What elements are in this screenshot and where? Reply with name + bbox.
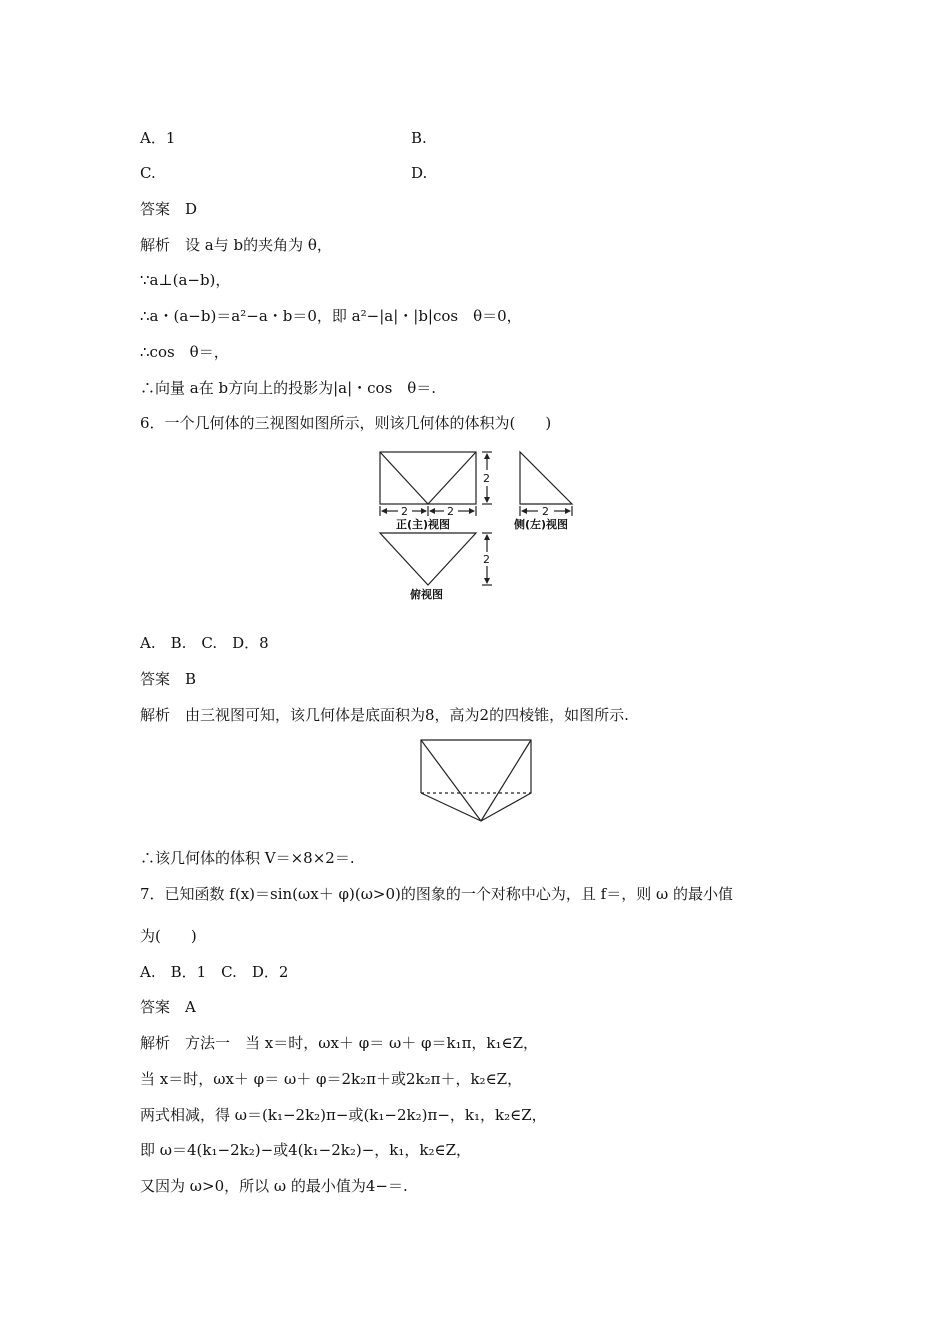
q5-option-b: B. bbox=[411, 129, 427, 147]
q5-option-c: C. bbox=[140, 164, 156, 182]
three-view-figure bbox=[370, 448, 590, 606]
q7-options: A. B．1 C. D．2 bbox=[140, 963, 289, 981]
q7-solution-2: 当 x＝时，ωx＋ φ＝ ω＋ φ＝2k₂π＋或2k₂π＋，k₂∈Z， bbox=[140, 1070, 523, 1088]
front-height-dim: 2 bbox=[483, 472, 490, 485]
q7-solution-5: 又因为 ω>0，所以 ω 的最小值为4−＝. bbox=[140, 1177, 408, 1195]
q7-question-line2: 为( ) bbox=[140, 927, 197, 945]
q7-solution-4: 即 ω＝4(k₁−2k₂)−或4(k₁−2k₂)−，k₁，k₂∈Z， bbox=[140, 1141, 471, 1159]
q5-solution-2: ∵a⊥(a−b)， bbox=[140, 271, 231, 289]
side-width-dim: 2 bbox=[542, 505, 549, 518]
pyramid-outline bbox=[421, 740, 531, 821]
q6-solution-1: 解析 由三视图可知，该几何体是底面积为8，高为2的四棱锥，如图所示. bbox=[140, 706, 629, 724]
front-width-dim-left: 2 bbox=[401, 505, 408, 518]
front-view-label: 正(主)视图 bbox=[396, 518, 451, 531]
q7-answer: 答案 A bbox=[140, 998, 196, 1016]
q6-question: 6．一个几何体的三视图如图所示，则该几何体的体积为( ) bbox=[140, 414, 552, 432]
q5-options-row1 bbox=[140, 128, 640, 148]
q7-solution-3: 两式相减，得 ω＝(k₁−2k₂)π−或(k₁−2k₂)π−，k₁，k₂∈Z， bbox=[140, 1106, 547, 1124]
q7-question-line1: 7．已知函数 f(x)＝sin(ωx＋ φ)(ω>0)的图象的一个对称中心为，且 f＝，则 ω 的最小值 bbox=[140, 885, 733, 903]
front-view-rect bbox=[380, 452, 476, 504]
q5-options-row2 bbox=[140, 163, 640, 183]
front-width-dim-right: 2 bbox=[447, 505, 454, 518]
q6-solution-2: ∴该几何体的体积 V＝×8×2＝. bbox=[140, 849, 355, 867]
q5-solution-1: 解析 设 a与 b的夹角为 θ， bbox=[140, 236, 332, 254]
top-height-dim: 2 bbox=[483, 553, 490, 566]
q6-options: A. B. C. D．8 bbox=[140, 634, 269, 652]
front-view-diagonals bbox=[380, 452, 476, 504]
top-view-triangle bbox=[380, 533, 476, 585]
q6-answer: 答案 B bbox=[140, 670, 197, 688]
side-view-label: 侧(左)视图 bbox=[514, 518, 569, 531]
q5-solution-4: ∴cos θ＝， bbox=[140, 343, 229, 361]
q5-solution-5: ∴向量 a在 b方向上的投影为|a|・cos θ＝. bbox=[140, 379, 437, 397]
q5-solution-3: ∴a・(a−b)＝a²−a・b＝0，即 a²−|a|・|b|cos θ＝0， bbox=[140, 307, 522, 325]
q5-option-a: A．1 bbox=[140, 129, 176, 147]
q5-option-d: D. bbox=[411, 164, 428, 182]
top-view-label: 俯视图 bbox=[410, 588, 443, 601]
q7-solution-1: 解析 方法一 当 x＝时，ωx＋ φ＝ ω＋ φ＝k₁π，k₁∈Z， bbox=[140, 1034, 539, 1052]
pyramid-figure bbox=[415, 735, 537, 825]
q5-answer: 答案 D bbox=[140, 200, 198, 218]
side-view-triangle bbox=[520, 452, 572, 504]
